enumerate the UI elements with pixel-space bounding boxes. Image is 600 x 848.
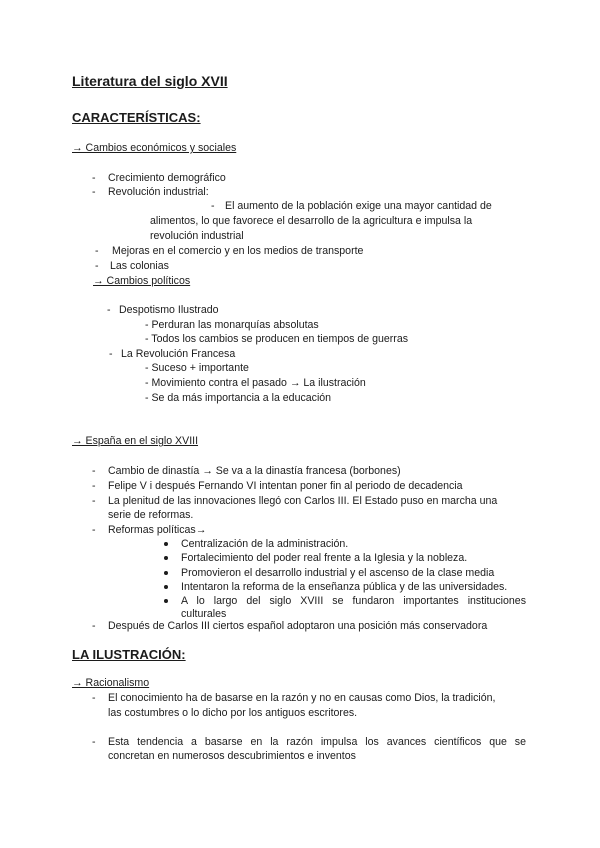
bullet-dot: [164, 599, 168, 603]
subheading-cambios-economicos: → Cambios económicos y sociales: [72, 142, 237, 154]
list-subitem: - Movimiento contra el pasado → La ilustración: [145, 377, 366, 389]
list-item: Después de Carlos III ciertos español adoptaron una posición más conservadora: [108, 620, 488, 632]
list-item: Mejoras en el comercio y en los medios de transporte: [112, 245, 364, 257]
bullet-dot: [164, 556, 168, 560]
list-bullet: -: [92, 186, 96, 198]
list-bullet: -: [95, 245, 99, 257]
list-item-continuation: alimentos, lo que favorece el desarrollo de la agricultura e impulsa la: [150, 215, 473, 227]
list-subitem: Promovieron el desarrollo industrial y el ascenso de la clase media: [181, 567, 495, 579]
list-subitem: Intentaron la reforma de la enseñanza pública y de las universidades.: [181, 581, 508, 593]
list-item: Las colonias: [110, 260, 169, 272]
list-item: El aumento de la población exige una mayor cantidad de: [225, 200, 492, 212]
list-subitem: - Perduran las monarquías absolutas: [145, 319, 319, 331]
list-subitem: Fortalecimiento del poder real frente a la Iglesia y la nobleza.: [181, 552, 468, 564]
subheading-cambios-politicos: → Cambios políticos: [93, 275, 191, 287]
list-item: El conocimiento ha de basarse en la razón y no en causas como Dios, la tradición,: [108, 692, 496, 704]
page-title: Literatura del siglo XVII: [72, 73, 228, 89]
bullet-dot: [164, 571, 168, 575]
list-item: Despotismo Ilustrado: [119, 304, 219, 316]
list-item-continuation: revolución industrial: [150, 230, 244, 242]
list-bullet: -: [92, 620, 96, 632]
list-subitem: - Se da más importancia a la educación: [145, 392, 332, 404]
list-bullet: -: [92, 172, 96, 184]
list-item: Crecimiento demográfico: [108, 172, 226, 184]
list-bullet: -: [92, 480, 96, 492]
list-item: Revolución industrial:: [108, 186, 209, 198]
list-item-continuation: culturales: [181, 608, 227, 620]
list-item-continuation: serie de reformas.: [108, 509, 194, 521]
list-item: La Revolución Francesa: [121, 348, 236, 360]
list-bullet: -: [92, 495, 96, 507]
list-bullet: -: [211, 200, 215, 212]
list-item: Esta tendencia a basarse en la razón impulsa los avances científicos que se: [108, 736, 526, 748]
bullet-dot: [164, 542, 168, 546]
list-item: La plenitud de las innovaciones llegó con Carlos III. El Estado puso en marcha una: [108, 495, 498, 507]
list-bullet: -: [92, 692, 96, 704]
subheading-espana-siglo-xviii: → España en el siglo XVIII: [72, 435, 199, 447]
list-bullet: -: [107, 304, 111, 316]
list-item-continuation: concretan en numerosos descubrimientos e inventos: [108, 750, 356, 762]
list-bullet: -: [95, 260, 99, 272]
list-item: Cambio de dinastía → Se va a la dinastía francesa (borbones): [108, 465, 401, 477]
section-heading-caracteristicas: CARACTERÍSTICAS:: [72, 110, 201, 125]
list-subitem: A lo largo del siglo XVIII se fundaron importantes instituciones: [181, 595, 526, 607]
list-subitem: - Todos los cambios se producen en tiempos de guerras: [145, 333, 409, 345]
list-bullet: -: [92, 736, 96, 748]
list-subitem: Centralización de la administración.: [181, 538, 349, 550]
section-heading-ilustracion: LA ILUSTRACIÓN:: [72, 647, 186, 662]
subheading-racionalismo: → Racionalismo: [72, 677, 150, 689]
list-item: Reformas políticas→: [108, 524, 207, 536]
list-subitem: - Suceso + importante: [145, 362, 249, 374]
list-item-continuation: las costumbres o lo dicho por los antiguos escritores.: [108, 707, 358, 719]
list-bullet: -: [109, 348, 113, 360]
list-item: Felipe V i después Fernando VI intentan poner fin al periodo de decadencia: [108, 480, 463, 492]
bullet-dot: [164, 585, 168, 589]
list-bullet: -: [92, 465, 96, 477]
list-bullet: -: [92, 524, 96, 536]
